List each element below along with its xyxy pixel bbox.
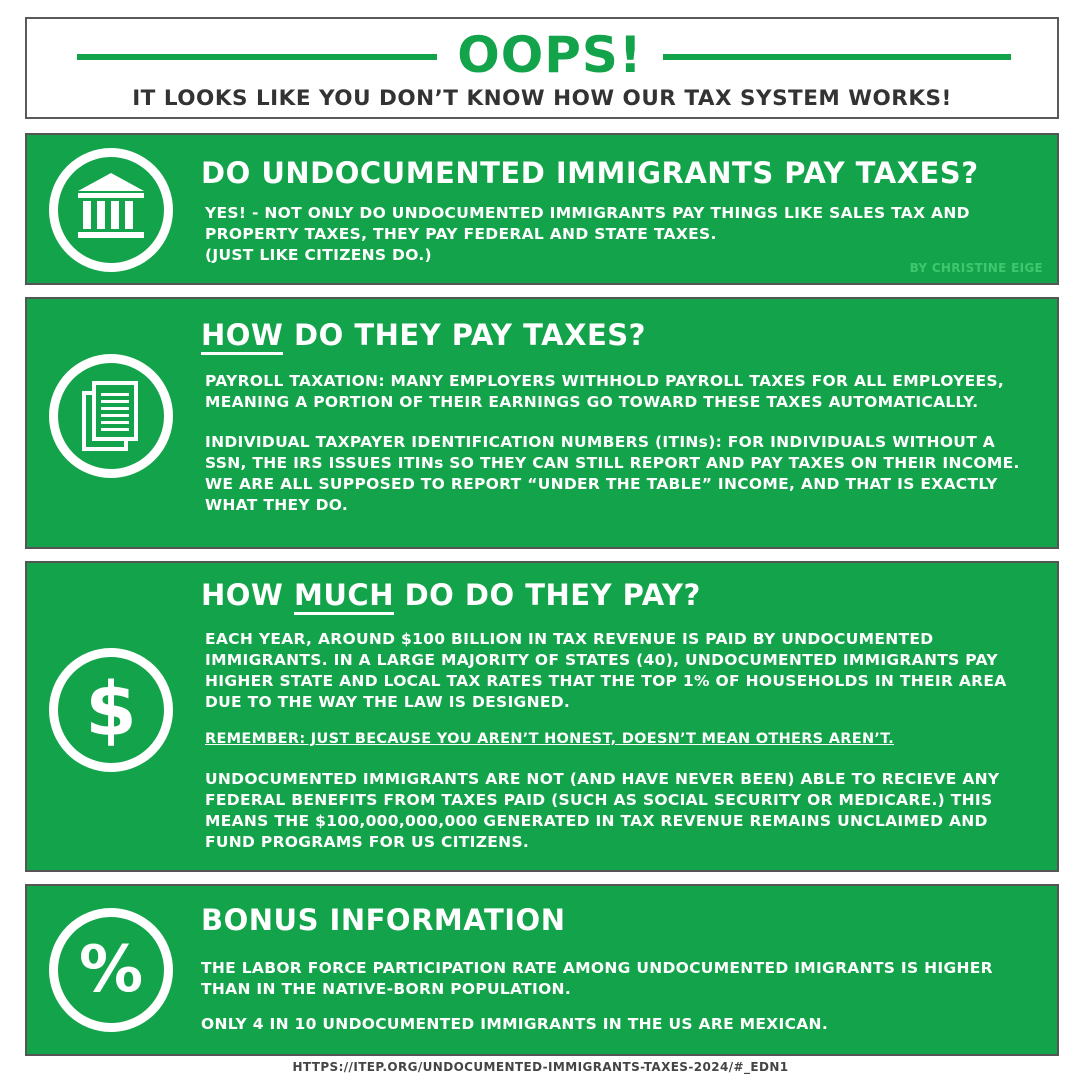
body-paragraph: THE LABOR FORCE PARTICIPATION RATE AMONG UNDOCUMENTED IMIGRANTS IS HIGHER THAN IN THE NATIVE-BORN POPULATION. — [201, 959, 993, 998]
panel-body — [201, 958, 1021, 1035]
body-paragraph-underlined: REMEMBER: JUST BECAUSE YOU AREN’T HONEST, DOESN’T MEAN OTHERS AREN’T. — [205, 731, 895, 747]
panel-title: DO UNDOCUMENTED IMMIGRANTS PAY TAXES? — [201, 156, 979, 190]
title-rule-right — [663, 54, 1011, 60]
title-emphasis: HOW — [201, 318, 283, 355]
body-paragraph: INDIVIDUAL TAXPAYER IDENTIFICATION NUMBERS (ITINs): FOR INDIVIDUALS WITHOUT A SSN, THE IRS ISSUES ITINs SO THEY CAN STILL REPORT AND PAY TAXES ON THEIR INCOME. WE ARE ALL SUPPOSED TO REPORT “UNDER THE TABLE” INCOME, AND THAT IS EXACTLY WHAT THEY DO. — [205, 433, 1020, 514]
panel-how-they-pay — [25, 297, 1059, 549]
body-paragraph: UNDOCUMENTED IMMIGRANTS ARE NOT (AND HAVE NEVER BEEN) ABLE TO RECIEVE ANY FEDERAL BENEFITS FROM TAXES PAID (SUCH AS SOCIAL SECURITY OR MEDICARE.) THIS MEANS THE $100,000,000,000 GENERATED IN TAX REVENUE REMAINS UNCLAIMED AND FUND PROGRAMS FOR US CITIZENS. — [205, 770, 1000, 851]
percent-icon — [49, 908, 173, 1032]
body-paragraph: EACH YEAR, AROUND $100 BILLION IN TAX REVENUE IS PAID BY UNDOCUMENTED IMMIGRANTS. IN A LARGE MAJORITY OF STATES (40), UNDOCUMENTED IMMIGRANTS PAY HIGHER STATE AND LOCAL TAX RATES THAT THE TOP 1% OF HOUSEHOLDS IN THEIR AREA DUE TO THE WAY THE LAW IS DESIGNED. — [205, 630, 1007, 711]
documents-icon — [49, 354, 173, 478]
title-rule-left — [77, 54, 437, 60]
panel-do-they-pay — [25, 133, 1059, 285]
title-emphasis: MUCH — [294, 578, 394, 615]
page-subtitle: IT LOOKS LIKE YOU DON’T KNOW HOW OUR TAX SYSTEM WORKS! — [132, 86, 952, 111]
panel-body — [205, 203, 1031, 266]
panel-title: BONUS INFORMATION — [201, 903, 566, 937]
panel-title — [201, 317, 646, 355]
panel-bonus — [25, 884, 1059, 1056]
title-text: HOW — [201, 578, 295, 612]
body-paragraph: PAYROLL TAXATION: MANY EMPLOYERS WITHHOLD PAYROLL TAXES FOR ALL EMPLOYEES, MEANING A PORTION OF THEIR EARNINGS GO TOWARD THESE TAXES AUTOMATICALLY. — [205, 372, 1005, 411]
title-text: DO THEY PAY TAXES? — [283, 318, 647, 352]
panel-title — [201, 577, 701, 615]
percent-glyph: % — [78, 933, 144, 1007]
panel-body — [205, 629, 1031, 853]
source-link[interactable]: HTTPS://ITEP.ORG/UNDOCUMENTED-IMMIGRANTS-TAXES-2024/#_EDN1 — [292, 1060, 789, 1074]
dollar-sign-icon — [49, 648, 173, 772]
title-text: DO DO THEY PAY? — [393, 578, 701, 612]
dollar-glyph: $ — [85, 667, 137, 753]
body-paragraph: (JUST LIKE CITIZENS DO.) — [205, 246, 432, 264]
title-row — [27, 27, 1057, 83]
page-title: OOPS! — [457, 26, 643, 84]
header-box — [25, 17, 1059, 119]
body-paragraph: YES! - NOT ONLY DO UNDOCUMENTED IMMIGRANTS PAY THINGS LIKE SALES TAX AND PROPERTY TAXES, THEY PAY FEDERAL AND STATE TAXES. — [205, 204, 970, 243]
government-building-icon — [49, 148, 173, 272]
panel-how-much — [25, 561, 1059, 872]
author-credit: BY CHRISTINE EIGE — [909, 261, 1043, 275]
panel-body — [205, 371, 1031, 516]
body-paragraph: ONLY 4 IN 10 UNDOCUMENTED IMMIGRANTS IN THE US ARE MEXICAN. — [201, 1015, 829, 1033]
